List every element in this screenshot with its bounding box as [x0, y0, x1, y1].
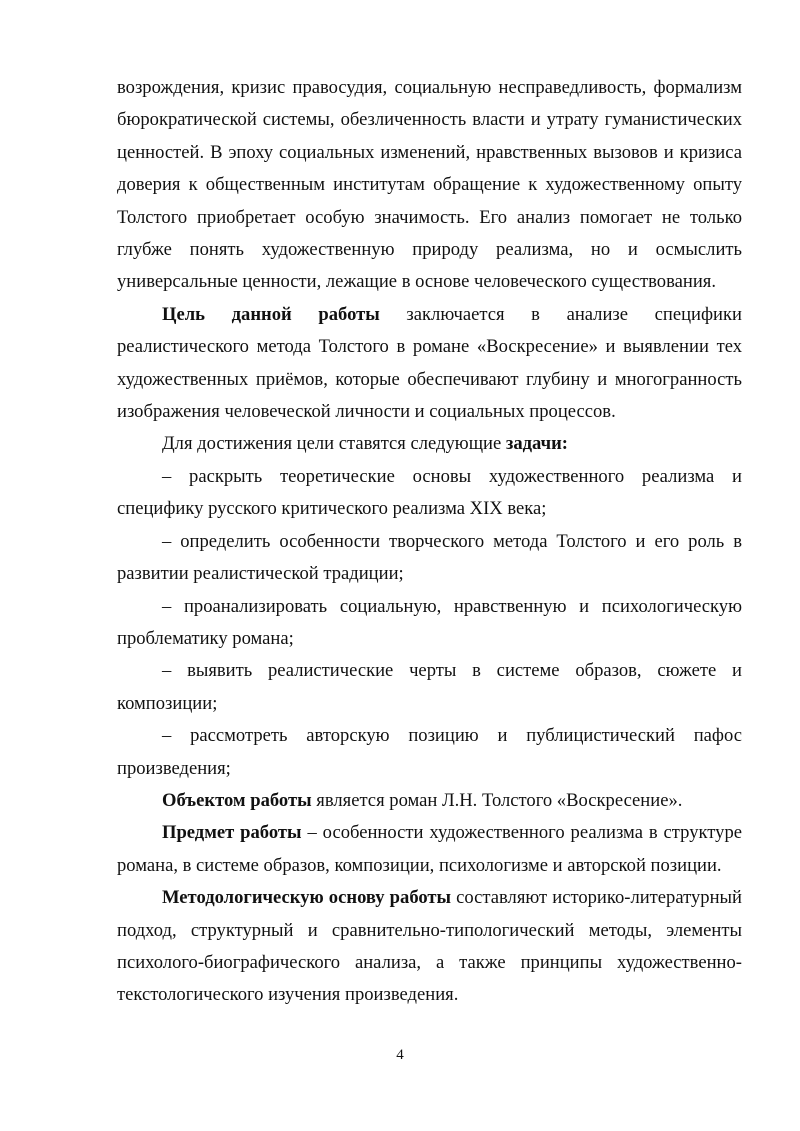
task-item: – рассмотреть авторскую позицию и публицистический пафос произведения;	[117, 725, 742, 779]
task-item: – определить особенности творческого метода Толстого и его роль в развитии реалистической традиции;	[117, 530, 742, 585]
paragraph-goal	[117, 299, 742, 429]
paragraph-methodology	[117, 882, 742, 1012]
subject-heading: Предмет работы	[162, 822, 302, 844]
task-item: – выявить реалистические черты в системе образов, сюжете и композиции;	[117, 660, 742, 714]
task-item: – раскрыть теоретические основы художественного реализма и специфику русского критического реализма XIX века;	[117, 465, 742, 520]
methodology-heading: Методологическую основу работы	[162, 887, 452, 909]
paragraph-relevance: возрождения, кризис правосудия, социальную несправедливость, формализм бюрократической системы, обезличенность власти и утрату гуманистических ценностей. В эпоху социальных изменений, нравственных вызовов и кризиса доверия к общественным институтам обращение к художественному опыту Толстого приобретает особую значимость. Его анализ помогает не только глубже понять художественную природу реализма, но и осмыслить универсальные ценности, лежащие в основе человеческого существования.	[117, 77, 742, 293]
goal-heading: Цель данной работы	[162, 303, 380, 325]
subject-text: – особенности художественного реализма в структуре романа, в системе образов, композиции, психологизме и авторской позиции.	[117, 822, 743, 876]
body-text	[117, 72, 742, 1012]
page-number: 4	[396, 1047, 404, 1063]
object-heading: Объектом работы	[162, 789, 312, 811]
goal-text: заключается в анализе специфики реалистического метода Толстого в романе «Воскресение» и выявлении тех художественных приёмов, которые обеспечивают глубину и многогранность изображения человеческой личности и социальных процессов.	[117, 303, 742, 423]
methodology-text: составляют историко-литературный подход, структурный и сравнительно-типологический методы, элементы психолого-биографического анализа, а также принципы художественно-текстологического изучения произведения.	[117, 887, 742, 1006]
object-text: является роман Л.Н. Толстого «Воскресение».	[311, 789, 683, 811]
tasks-heading: задачи:	[505, 433, 568, 455]
tasks-intro-text: Для достижения цели ставятся следующие	[162, 433, 506, 455]
paragraph-tasks-intro	[117, 428, 742, 460]
paragraph-object	[117, 785, 742, 817]
task-item: – проанализировать социальную, нравственную и психологическую проблематику романа;	[117, 595, 742, 649]
paragraph-subject	[117, 817, 742, 882]
